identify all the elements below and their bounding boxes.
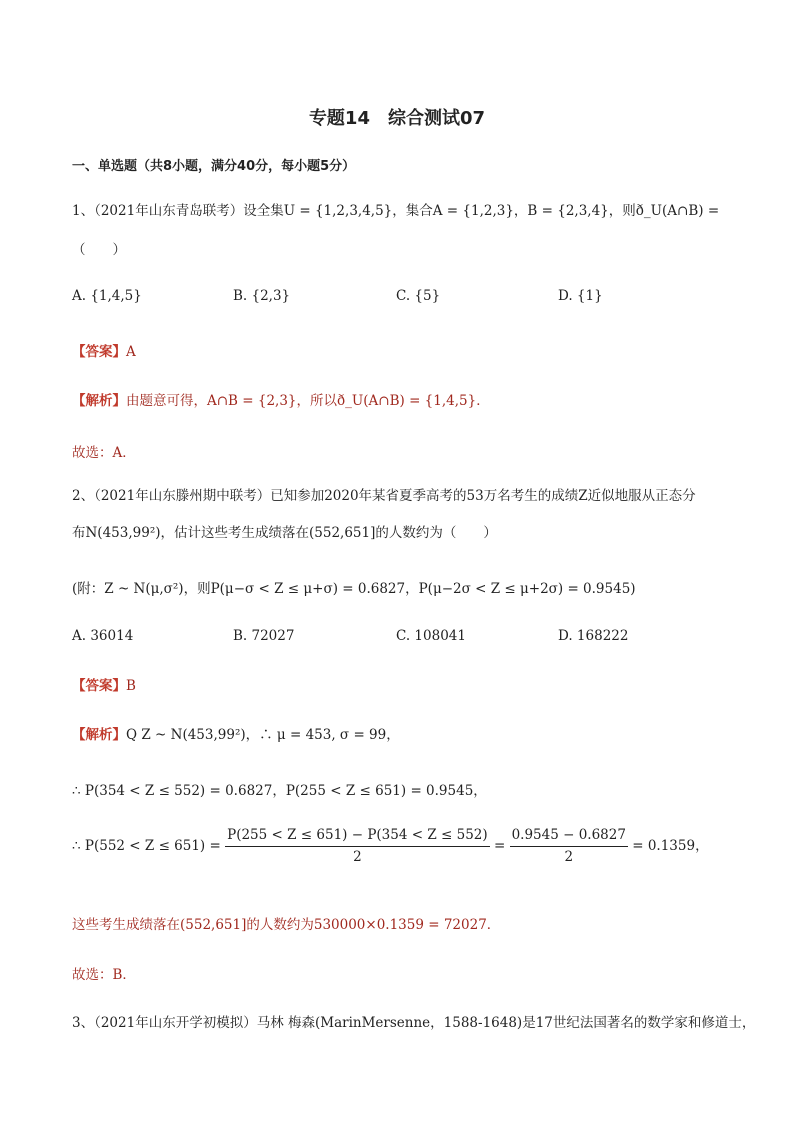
q2-note: (附：Z ~ N(μ,σ²)，则P(μ−σ < Z ≤ μ+σ) = 0.6827，P(μ−2σ < Z ≤ μ+2σ) = 0.9545) bbox=[72, 581, 636, 597]
q2-stem-line2: 布N(453,99²)，估计这些考生成绩落在(552,651]的人数约为（ ） bbox=[72, 525, 497, 541]
q2-option-d: D. 168222 bbox=[558, 628, 629, 644]
q1-stem-line2: （ ） bbox=[72, 242, 126, 258]
q1-stem-line1: 1、（2021年山东青岛联考）设全集U = {1,2,3,4,5}，集合A = {1,2,3}，B = {2,3,4}，则ð_U(A∩B) = bbox=[72, 203, 720, 219]
q1-option-a: A. {1,4,5} bbox=[72, 288, 142, 304]
q2-analysis-line2: ∴ P(354 < Z ≤ 552) = 0.6827，P(255 < Z ≤ 651) = 0.9545， bbox=[72, 783, 487, 799]
q2-option-c: C. 108041 bbox=[396, 628, 466, 644]
section-heading: 一、单选题（共8小题，满分40分，每小题5分） bbox=[72, 159, 356, 174]
q2-answer bbox=[72, 674, 136, 694]
fraction-1 bbox=[225, 828, 490, 865]
q1-analysis bbox=[72, 389, 490, 409]
page-title: 专题14 综合测试07 bbox=[308, 108, 486, 129]
q3-stem-line1: 3、（2021年山东开学初模拟）马林 梅森(MarinMersenne，1588-1648)是17世纪法国著名的数学家和修道士， bbox=[72, 1015, 756, 1031]
equation-left: ∴ P(552 < Z ≤ 651) = bbox=[72, 837, 221, 854]
fraction-2 bbox=[510, 828, 628, 865]
analysis-text: 由题意可得，A∩B = {2,3}，所以ð_U(A∩B) = {1,4,5}． bbox=[126, 393, 490, 409]
q1-answer bbox=[72, 340, 136, 360]
fraction-2-numerator: 0.9545 − 0.6827 bbox=[510, 828, 628, 847]
q2-analysis-line3 bbox=[72, 828, 709, 865]
analysis-label: 【解析】 bbox=[72, 727, 126, 743]
answer-value: B bbox=[126, 678, 136, 694]
q2-analysis-line4: 这些考生成绩落在(552,651]的人数约为530000×0.1359 = 72027． bbox=[72, 917, 501, 933]
fraction-2-denominator: 2 bbox=[564, 848, 574, 865]
answer-label: 【答案】 bbox=[72, 678, 126, 694]
q1-conclusion: 故选：A． bbox=[72, 445, 136, 461]
answer-label: 【答案】 bbox=[72, 344, 126, 360]
q2-option-b: B. 72027 bbox=[233, 628, 295, 644]
equation-result: = 0.1359， bbox=[632, 837, 709, 854]
analysis-text: Q Z ~ N(453,99²)，∴ μ = 453, σ = 99， bbox=[126, 727, 400, 743]
q1-option-b: B. {2,3} bbox=[233, 288, 291, 304]
q1-option-d: D. {1} bbox=[558, 288, 603, 304]
q2-option-a: A. 36014 bbox=[72, 628, 134, 644]
q2-stem-line1: 2、（2021年山东滕州期中联考）已知参加2020年某省夏季高考的53万名考生的成绩Z近似地服从正态分 bbox=[72, 488, 696, 504]
fraction-1-denominator: 2 bbox=[353, 848, 362, 865]
q1-option-c: C. {5} bbox=[396, 288, 441, 304]
q2-conclusion: 故选：B． bbox=[72, 967, 136, 983]
answer-value: A bbox=[126, 344, 136, 360]
analysis-label: 【解析】 bbox=[72, 393, 126, 409]
equation-equals: = bbox=[493, 837, 506, 854]
fraction-1-numerator: P(255 < Z ≤ 651) − P(354 < Z ≤ 552) bbox=[225, 828, 490, 847]
q2-analysis-line1 bbox=[72, 723, 400, 743]
